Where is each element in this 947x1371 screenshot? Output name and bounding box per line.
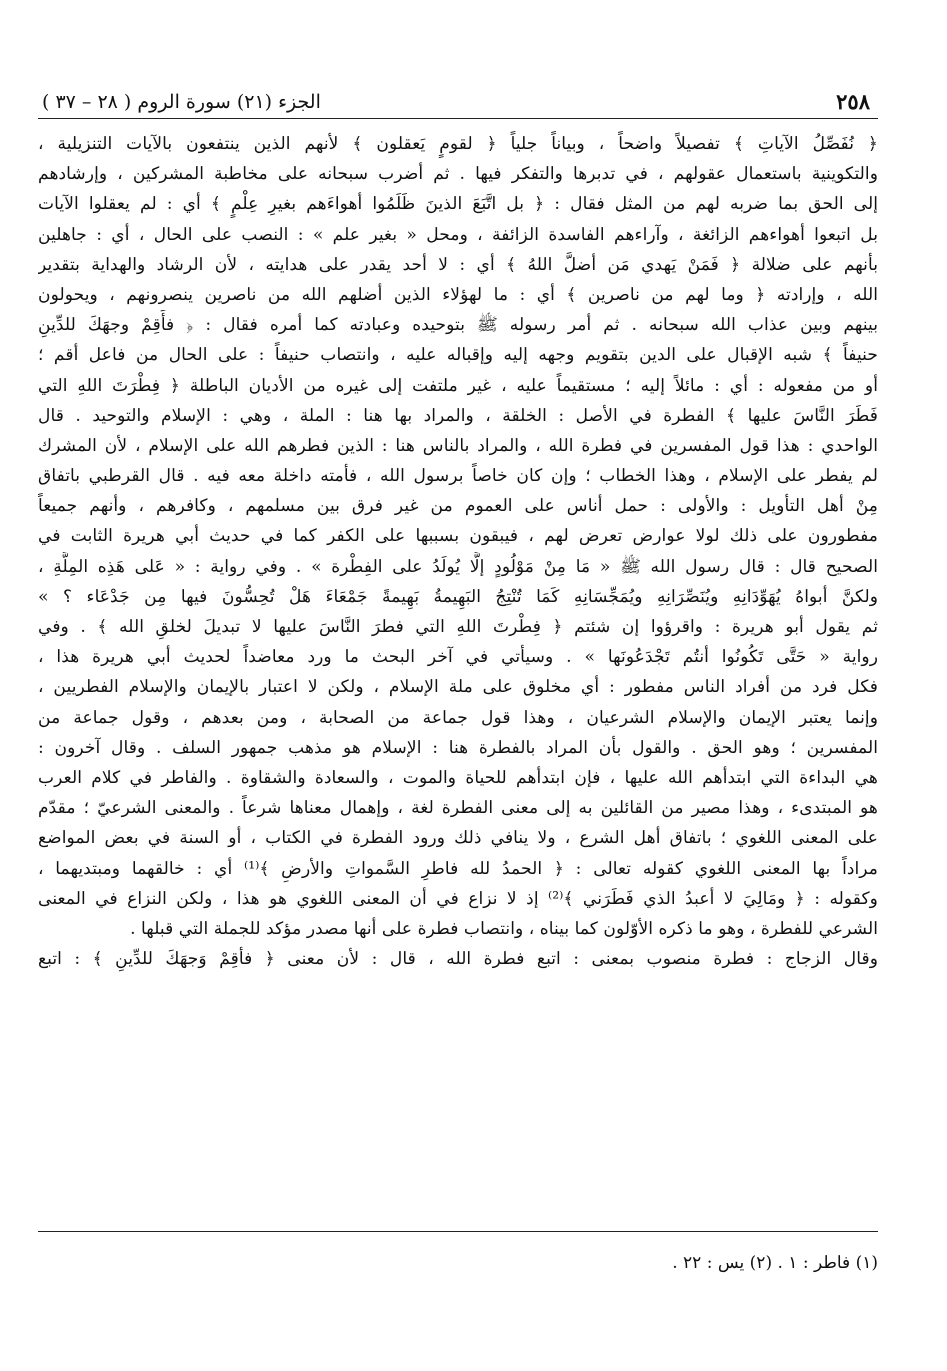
text-line: إلى الحق بما ضربه لهم من المثل فقال : ﴿ بل اتَّبَعَ الذينَ ظَلَمُوا أهواءَهم بغيرِ عِلْمٍ ﴾ أي : لم يعقلوا الآيات [38,194,878,215]
text-line: والتكوينية باستعمال عقولهم ، في تدبرها والتفكر فيها . ثم أضرب سبحانه على مخاطبة المشركين ، وإرشادهم [38,164,878,185]
page-header [38,88,878,119]
text-line: وإنما يعتبر الإيمان والإسلام الشرعيان ، وهذا قول جماعة من الصحابة ، ومن بعدهم ، وقول جماعة من [38,707,878,728]
text-line: الصحيح قال : قال رسول الله ﷺ « مَا مِنْ مَوْلُودٍ إلَّا يُولَدُ على الفِطْرة » . وفي رواية : « عَلى هَذِه المِلَّةِ ، [38,556,878,577]
text-line: ثم يقول أبو هريرة : واقرؤوا إن شئتم ﴿ فِطْرتَ اللهِ التي فطرَ النَّاسَ عليها لا تبديلَ لخلقِ الله ﴾ . وفي [38,617,878,637]
text-line: بأنهم على ضلالة ﴿ فَمَنْ يَهدي مَن أضلَّ اللهُ ﴾ أي : لا أحد يقدر على هدايته ، لأن الرشاد والهداية بتقدير [38,254,878,275]
page-number: ٢٥٨ [836,89,870,114]
text-line: الواحدي : هذا قول المفسرين في فطرة الله ، والمراد بالناس هنا : الذين فطرهم الله على الإسلام ، لأن المشرك [38,435,878,456]
text-line: مِنْ أهل التأويل : والأولى : حمل أناس على العموم من غير فرق بين مسلمهم ، وكافرهم ، وأنهم جميعاً [38,496,878,517]
text-line: رواية « حَتَّى تَكُونُوا أنتُم تَجْدَعُونَها » . وسيأتي في آخر البحث ما ورد معاضداً لحديث أبي هريرة هذا ، [38,647,878,668]
running-head: الجزء (٢١) سورة الروم ( ٢٨ – ٣٧ ) [42,91,321,113]
text-line: الله ، وإرادته ﴿ وما لهم من ناصرين ﴾ أي : ما لهؤلاء الذين أضلهم الله من ناصرين ينصرونهم ، ويحولون [38,284,878,305]
text-line: فَطَرَ النَّاسَ عليها ﴾ الفطرة في الأصل : الخلقة ، والمراد بها هنا : الملة ، وهي : الإسلام والتوحيد . قال [38,405,878,426]
text-line: الشرعي للفطرة ، وهو ما ذكره الأوّلون كما بيناه ، وانتصاب فطرة على أنها مصدر مؤكد للجملة التي قبلها . [130,918,878,939]
page [38,88,878,1288]
text-line: هو المبتدىء ، وهذا مصير من القائلين به إلى معنى الفطرة لغة ، وإهمال معناها شرعاً . والمعنى الشرعيّ ؛ مقدّم [38,798,878,819]
text-line: ﴿ نُفَصِّلُ الآياتِ ﴾ تفصيلاً واضحاً ، وبياناً جلياً ﴿ لقومٍ يَعقلون ﴾ لأنهم الذين ينتفعون بالآيات التنزيلية ، [38,134,878,154]
text-line: على المعنى اللغوي ؛ باتفاق أهل الشرع ، ولا ينافي ذلك ورود الفطرة في الكتاب ، أو السنة في بعض المواضع [38,828,878,849]
text-line: مراداً بها المعنى اللغوي كقوله تعالى : ﴿ الحمدُ لله فاطرِ السَّمواتِ والأرضِ ﴾⁽¹⁾ أي : خالقهما ومبتديهما ، [38,858,878,879]
text-line: فكل فرد من أفراد الناس مفطور : أي مخلوق على ملة الإسلام ، ولكن لا اعتبار بالإيمان والإسلام الفطريين ، [38,677,878,698]
text-line: هي البداءة التي ابتدأهم الله عليها ، فإن ابتدأهم للحياة والموت ، والسعادة والشقاوة . والفاطر في كلام العرب [38,767,878,788]
text-line: بل اتبعوا أهواءهم الزائغة ، وآراءهم الفاسدة الزائفة ، ومحل « بغير علم » : النصب على الحال ، أي : جاهلين [38,224,878,245]
text-line: وكقوله : ﴿ ومَالِيَ لا أعبدُ الذي فَطَرَني ﴾⁽²⁾ إذ لا نزاع في أن المعنى اللغوي هو هذا ، ولكن النزاع في المعنى [38,888,878,909]
footnote-divider [38,1231,878,1232]
text-line: بينهم وبين عذاب الله سبحانه . ثم أمر رسوله ﷺ بتوحيده وعبادته كما أمره فقال : ﴿ فأَقِمْ وجهَكَ للدِّينِ [38,315,878,336]
body-text [38,129,878,974]
text-line: لم يفطر على الإسلام ، وهذا الخطاب ؛ وإن كان خاصاً برسول الله ، فأمته داخلة معه فيه . قال القرطبي باتفاق [38,466,878,487]
text-line: المفسرين ؛ وهو الحق . والقول بأن المراد بالفطرة هنا : الإسلام هو مذهب جمهور السلف . وقال آخرون : [38,737,878,758]
text-line: أو من مفعوله : أي : مائلاً إليه ؛ مستقيماً عليه ، غير ملتفت إلى غيره من الأديان الباطلة ﴿ فِطْرَتَ اللهِ التي [38,375,878,396]
footnote: (١) فاطر : ١ . (٢) يس : ٢٢ . [672,1253,878,1273]
text-line: وقال الزجاج : فطرة منصوب بمعنى : اتبع فطرة الله ، قال : لأن معنى ﴿ فأقِمْ وَجهَكَ للدِّينِ ﴾ : اتبع [38,949,878,970]
text-line: مفطورون على ذلك لولا عوارض تعرض لهم ، فيبقون بسببها على الكفر كما في حديث أبي هريرة الثابت في [38,526,878,547]
text-line: حنيفاً ﴾ شبه الإقبال على الدين بتقويم وجهه إليه وإقباله عليه ، وانتصاب حنيفاً : على الحال من فاعل أقم ؛ [38,345,878,366]
text-line: ولكنَّ أبواهُ يُهَوِّدَانِهِ ويُنَصِّرَانِهِ ويُمَجِّسَانِهِ كَمَا تُنْتِجُ البَهِيمةُ بَهِيمةً جَمْعَاءَ هَلْ تُحِسُّونَ فيها مِن جَدْعَاء ؟ » [38,586,878,607]
